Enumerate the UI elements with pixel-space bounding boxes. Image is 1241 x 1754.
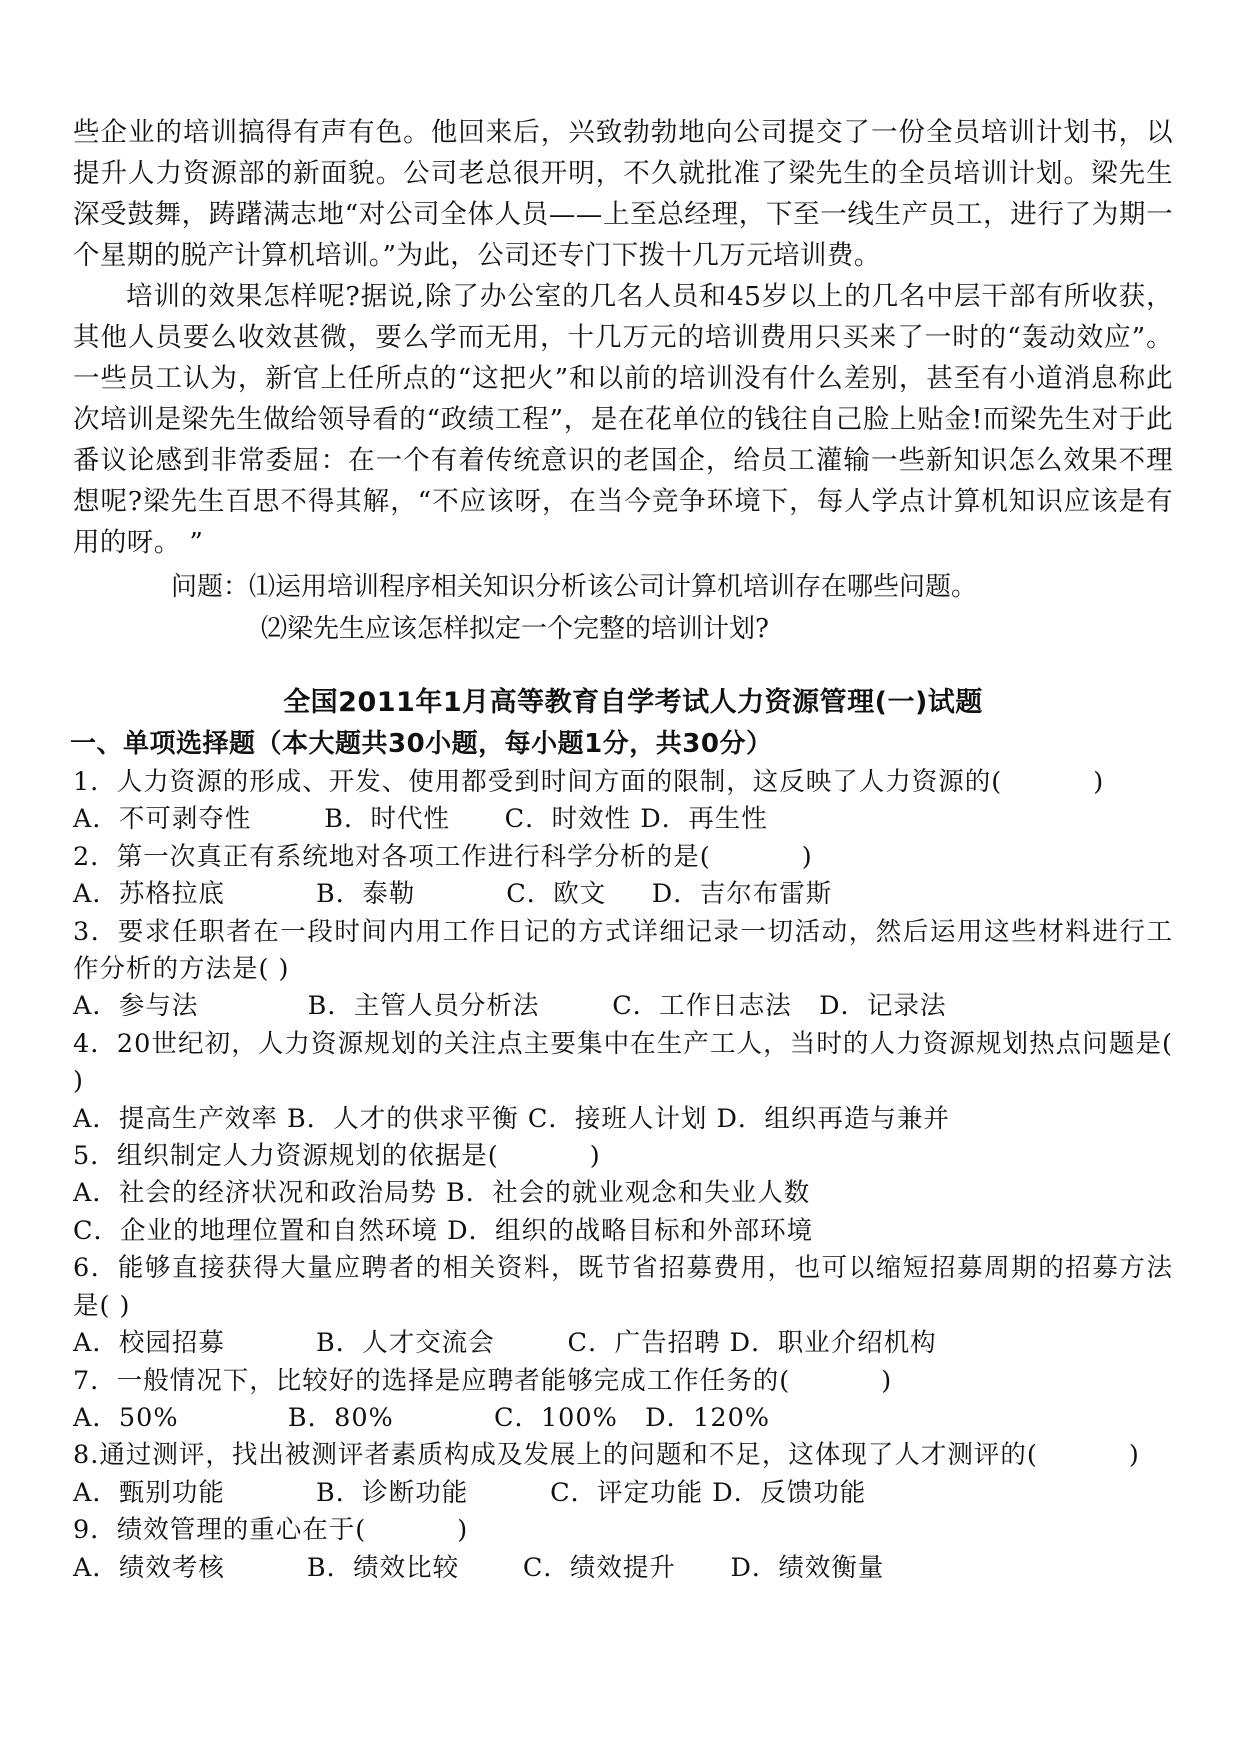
answer-options: A．提高生产效率 B．人才的供求平衡 C．接班人计划 D．组织再造与兼并 [73, 1103, 950, 1134]
list-item [73, 1437, 1173, 1512]
question-2: ⑵梁先生应该怎样拟定一个完整的培训计划? [261, 614, 769, 644]
answer-options: A．校园招募 B．人才交流会 C．广告招聘 D．职业介绍机构 [73, 1328, 937, 1359]
answer-options: C．企业的地理位置和自然环境 D．组织的战略目标和外部环境 [73, 1215, 814, 1246]
section-heading: 一、单项选择题（本大题共30小题，每小题1分，共30分） [70, 729, 773, 759]
answer-options: A．不可剥夺性 B．时代性 C．时效性 D．再生性 [73, 804, 768, 835]
case-questions [73, 566, 1173, 650]
question-stem: 7．一般情况下，比较好的选择是应聘者能够完成工作任务的( ) [73, 1365, 893, 1396]
list-item [73, 914, 1173, 1026]
list-item [73, 839, 1173, 914]
question-stem: 2．第一次真正有系统地对各项工作进行科学分析的是( ) [73, 841, 813, 872]
question-stem: 8.通过测评，找出被测评者素质构成及发展上的问题和不足，这体现了人才测评的( ) [73, 1440, 1140, 1471]
exam-section [70, 682, 1173, 1587]
question-stem: 5．组织制定人力资源规划的依据是( ) [73, 1141, 601, 1172]
question-stem: 6．能够直接获得大量应聘者的相关资料，既节省招募费用，也可以缩短招募周期的招募方法是( ) [73, 1253, 1173, 1321]
list-item [73, 1138, 1173, 1250]
question-stem: 1．人力资源的形成、开发、使用都受到时间方面的限制，这反映了人力资源的( ) [73, 767, 1105, 797]
answer-options: A．参与法 B．主管人员分析法 C．工作日志法 D．记录法 [73, 991, 947, 1022]
exam-title: 全国2011年1月高等教育自学考试人力资源管理(一)试题 [283, 687, 983, 718]
answer-options: A．社会的经济状况和政治局势 B．社会的就业观念和失业人数 [73, 1178, 811, 1209]
list-item [73, 1026, 1173, 1138]
list-item [73, 1363, 1173, 1438]
question-list [73, 764, 1173, 1587]
list-item [73, 1512, 1173, 1587]
answer-options: A．甄别功能 B．诊断功能 C．评定功能 D．反馈功能 [73, 1477, 867, 1508]
question-stem: 3．要求任职者在一段时间内用工作日记的方式详细记录一切活动，然后运用这些材料进行工作分析的方法是( ) [73, 916, 1173, 985]
list-item [73, 1250, 1173, 1362]
case-study-text [73, 112, 1173, 563]
answer-options: A．50% B．80% C．100% D．120% [73, 1402, 771, 1433]
case-paragraph: 些企业的培训搞得有声有色。他回来后，兴致勃勃地向公司提交了一份全员培训计划书，以提升人力资源部的新面貌。公司老总很开明，不久就批准了梁先生的全员培训计划。梁先生深受鼓舞，踌躇满志地“对公司全体人员——上至总经理，下至一线生产员工，进行了为期一个星期的脱产计算机培训。”为此，公司还专门下拨十几万元培训费。 [73, 117, 1173, 271]
question-stem: 9．绩效管理的重心在于( ) [73, 1515, 469, 1546]
list-item [73, 764, 1173, 839]
answer-options: A．苏格拉底 B．泰勒 C．欧文 D．吉尔布雷斯 [73, 879, 833, 910]
question-stem: 4．20世纪初，人力资源规划的关注点主要集中在生产工人，当时的人力资源规划热点问题是( ) [73, 1028, 1173, 1097]
question-1: 问题：⑴运用培训程序相关知识分析该公司计算机培训存在哪些问题。 [171, 572, 978, 602]
case-paragraph: 培训的效果怎样呢?据说,除了办公室的几名人员和45岁以上的几名中层干部有所收获，其他人员要么收效甚微，要么学而无用，十几万元的培训费用只买来了一时的“轰动效应”。一些员工认为，新官上任所点的“这把火”和以前的培训没有什么差别，甚至有小道消息称此次培训是梁先生做给领导看的“政绩工程”，是在花单位的钱往自己脸上贴金!而梁先生对于此番议论感到非常委屈：在一个有着传统意识的老国企，给员工灌输一些新知识怎么效果不理想呢?梁先生百思不得其解，“不应该呀，在当今竞争环境下，每人学点计算机知识应该是有用的呀。 ” [73, 281, 1173, 558]
answer-options: A．绩效考核 B．绩效比较 C．绩效提升 D．绩效衡量 [73, 1552, 885, 1583]
